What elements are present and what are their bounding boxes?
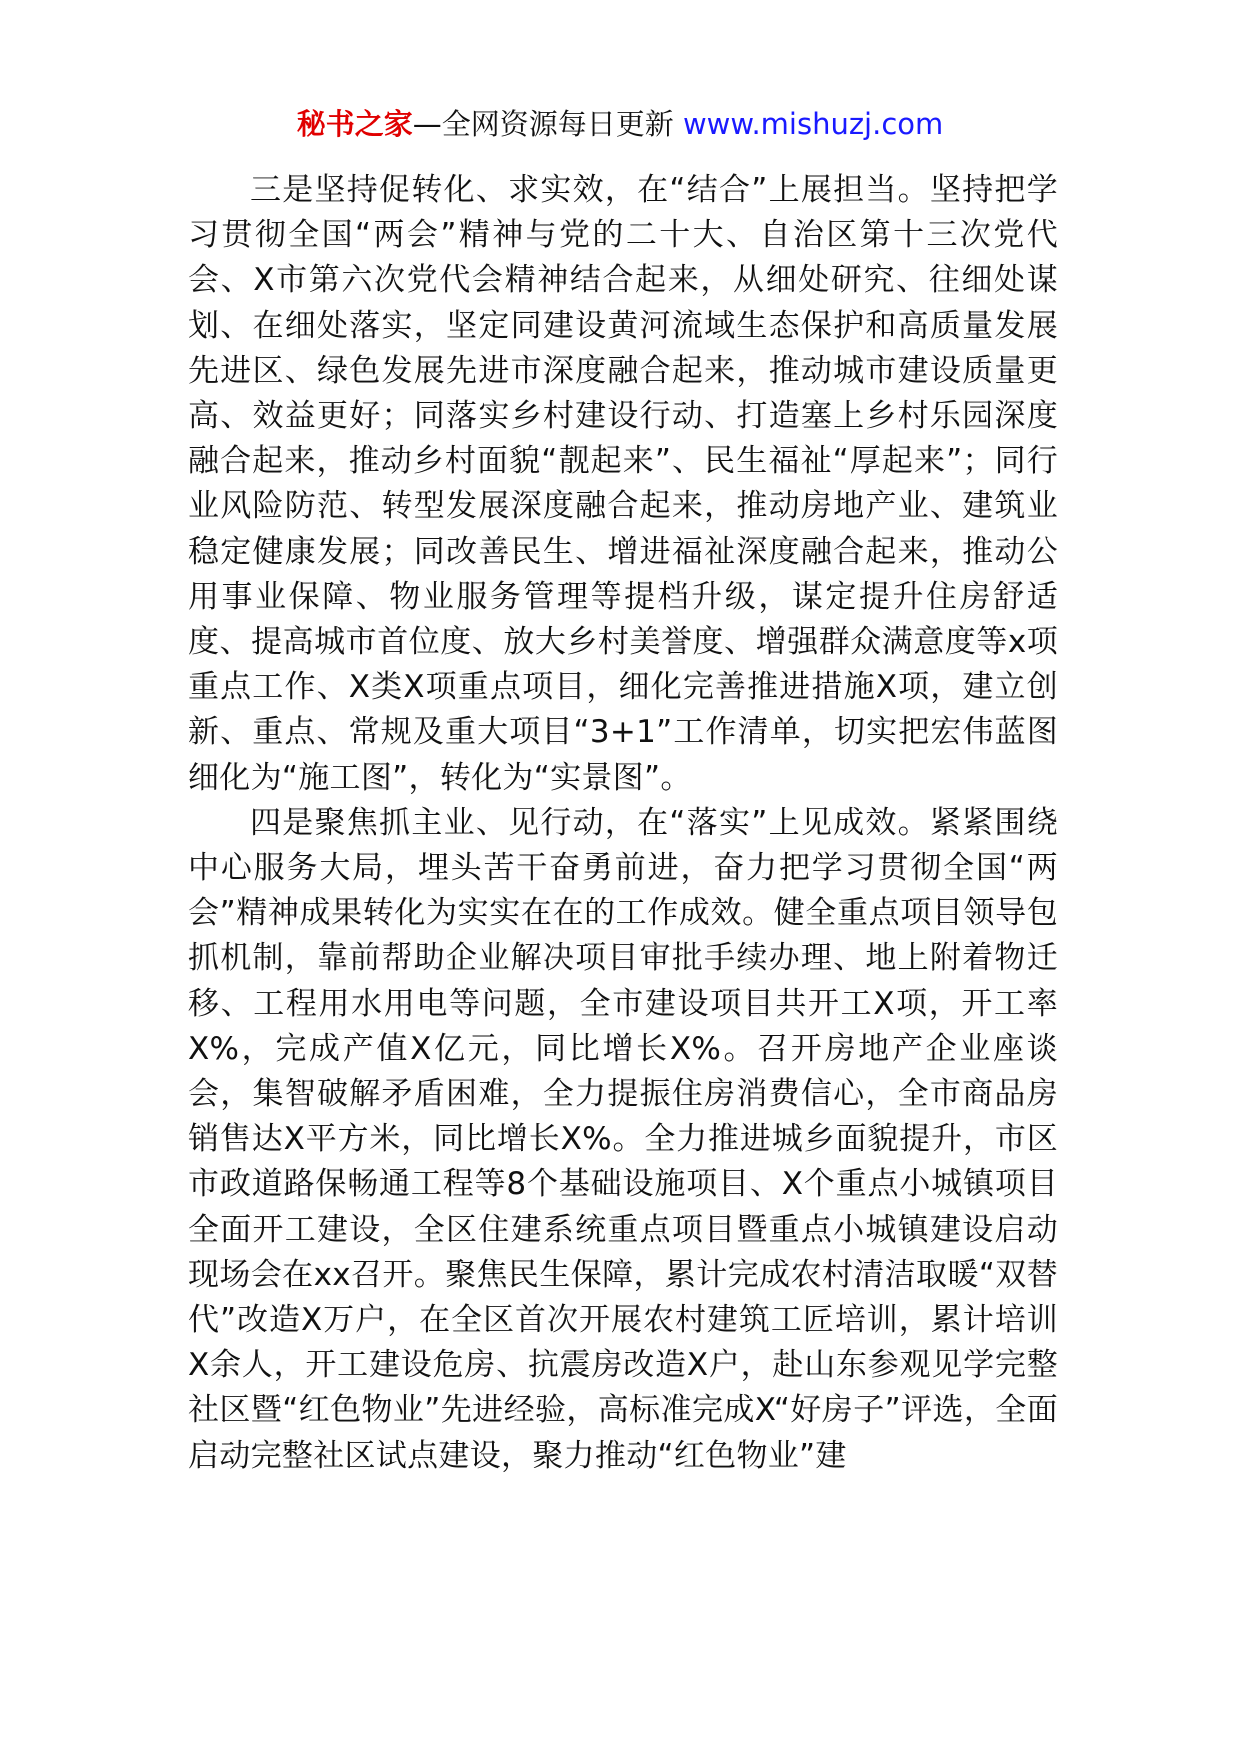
page-header	[0, 102, 1240, 146]
header-tagline: —全网资源每日更新	[412, 107, 674, 141]
paragraph-four: 四是聚焦抓主业、见行动，在“落实”上见成效。紧紧围绕中心服务大局，埋头苦干奋勇前进，奋力把学习贯彻全国“两会”精神成果转化为实实在在的工作成效。健全重点项目领导包抓机制，靠前帮助企业解决项目审批手续办理、地上附着物迁移、工程用水用电等问题，全市建设项目共开工X项，开工率X%，完成产值X亿元，同比增长X%。召开房地产企业座谈会，集智破解矛盾困难，全力提振住房消费信心，全市商品房销售达X平方米，同比增长X%。全力推进城乡面貌提升，市区市政道路保畅通工程等8个基础设施项目、X个重点小城镇项目全面开工建设，全区住建系统重点项目暨重点小城镇建设启动现场会在xx召开。聚焦民生保障，累计完成农村清洁取暖“双替代”改造X万户，在全区首次开展农村建筑工匠培训，累计培训X余人，开工建设危房、抗震房改造X户，赴山东参观见学完整社区暨“红色物业”先进经验，高标准完成X“好房子”评选，全面启动完整社区试点建设，聚力推动“红色物业”建	[188, 804, 1058, 1474]
brand-name: 秘书之家	[296, 107, 413, 141]
paragraph-three: 三是坚持促转化、求实效，在“结合”上展担当。坚持把学习贯彻全国“两会”精神与党的二十大、自治区第十三次党代会、X市第六次党代会精神结合起来，从细处研究、往细处谋划、在细处落实，坚定同建设黄河流域生态保护和高质量发展先进区、绿色发展先进市深度融合起来，推动城市建设质量更高、效益更好；同落实乡村建设行动、打造塞上乡村乐园深度融合起来，推动乡村面貌“靓起来”、民生福祉“厚起来”；同行业风险防范、转型发展深度融合起来，推动房地产业、建筑业稳定健康发展；同改善民生、增进福祉深度融合起来，推动公用事业保障、物业服务管理等提档升级，谋定提升住房舒适度、提高城市首位度、放大乡村美誉度、增强群众满意度等x项重点工作、X类X项重点项目，细化完善推进措施X项，建立创新、重点、常规及重大项目“3+1”工作清单，切实把宏伟蓝图细化为“施工图”，转化为“实景图”。	[188, 172, 1058, 796]
document-body	[188, 168, 1058, 1479]
website-link[interactable]: www.mishuzj.com	[682, 107, 944, 141]
